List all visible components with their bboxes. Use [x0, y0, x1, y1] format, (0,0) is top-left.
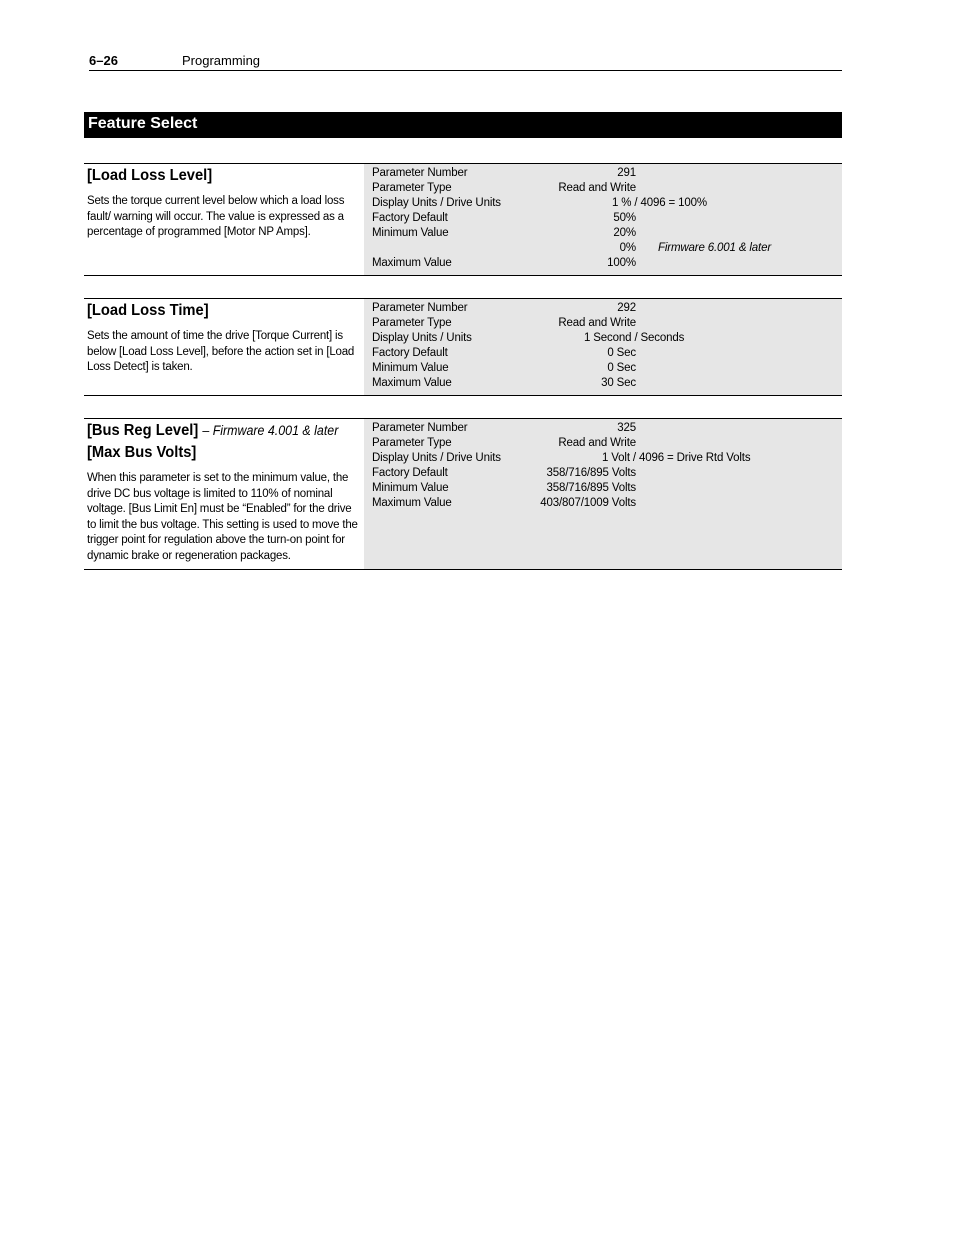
spec-label: Parameter Number — [372, 422, 468, 434]
spec-row — [372, 481, 832, 496]
spec-value: 1 Second / Seconds — [584, 332, 685, 344]
spec-row — [372, 316, 832, 331]
page-header — [89, 52, 842, 71]
parameter-description: When this parameter is set to the minimum value, the drive DC bus voltage is limited to 110% of nominal voltage. [Bus Limit En] must be “Enabled” for the drive to limit the bus voltage. This setting is used to move the trigger point for regulation above the turn-on point for dynamic brake or regeneration packages. — [87, 472, 358, 562]
section-title-bar — [84, 112, 842, 138]
spec-value: 0% — [619, 242, 636, 254]
spec-value: 50% — [613, 212, 636, 224]
parameter-block-load-loss-time — [84, 298, 842, 396]
spec-row — [372, 421, 832, 436]
parameter-title — [87, 422, 338, 440]
spec-row — [372, 196, 832, 211]
chapter-title: Programming — [182, 53, 261, 68]
spec-row — [372, 226, 832, 241]
parameter-title: [Load Loss Time] — [87, 302, 209, 319]
spec-label: Display Units / Drive Units — [372, 452, 501, 464]
spec-label: Parameter Type — [372, 437, 452, 449]
spec-value: 325 — [617, 422, 636, 434]
spec-value: Read and Write — [558, 182, 636, 194]
section-title: Feature Select — [88, 115, 198, 132]
firmware-note: Firmware 6.001 & later — [658, 242, 772, 254]
spec-value: 30 Sec — [601, 377, 636, 389]
spec-row — [372, 211, 832, 226]
spec-row — [372, 181, 832, 196]
parameter-alt-title: [Max Bus Volts] — [87, 444, 197, 461]
parameter-description: Sets the amount of time the drive [Torque Current] is below [Load Loss Level], before the action set in [Load Loss Detect] is taken. — [87, 330, 355, 373]
parameter-description: Sets the torque current level below which a load loss fault/ warning will occur. The value is expressed as a percentage of programmed [Motor NP Amps]. — [87, 195, 345, 238]
spec-label: Minimum Value — [372, 362, 449, 374]
spec-label: Minimum Value — [372, 227, 449, 239]
spec-row — [372, 451, 832, 466]
parameter-description-column — [84, 419, 364, 569]
parameter-description-column — [84, 164, 364, 275]
spec-value: 292 — [617, 302, 636, 314]
spec-row — [372, 436, 832, 451]
firmware-note: – Firmware 4.001 & later — [202, 423, 339, 438]
spec-value: 358/716/895 Volts — [546, 482, 636, 494]
parameter-block-load-loss-level — [84, 163, 842, 276]
spec-label: Factory Default — [372, 347, 448, 359]
spec-row — [372, 346, 832, 361]
parameter-title: [Load Loss Level] — [87, 167, 213, 184]
spec-value: 0 Sec — [607, 362, 636, 374]
spec-label: Maximum Value — [372, 257, 452, 269]
spec-value: 358/716/895 Volts — [546, 467, 636, 479]
spec-row — [372, 466, 832, 481]
spec-label: Parameter Number — [372, 167, 468, 179]
spec-value: 20% — [613, 227, 636, 239]
parameter-spec-table — [364, 299, 842, 395]
spec-row — [372, 496, 832, 511]
spec-value: 1 % / 4096 = 100% — [612, 197, 707, 209]
spec-label: Parameter Type — [372, 182, 452, 194]
spec-value: 403/807/1009 Volts — [540, 497, 636, 509]
spec-row — [372, 166, 832, 181]
spec-label: Factory Default — [372, 467, 448, 479]
parameter-description-column — [84, 299, 364, 395]
spec-value: 100% — [607, 257, 636, 269]
spec-label: Display Units / Drive Units — [372, 197, 501, 209]
spec-label: Parameter Type — [372, 317, 452, 329]
spec-value: 0 Sec — [607, 347, 636, 359]
spec-value: 291 — [617, 167, 636, 179]
spec-label: Display Units / Units — [372, 332, 472, 344]
parameter-spec-table — [364, 419, 842, 569]
parameter-title-main: [Bus Reg Level] — [87, 422, 199, 439]
spec-label: Maximum Value — [372, 497, 452, 509]
spec-row — [372, 256, 832, 271]
spec-row — [372, 361, 832, 376]
spec-row — [372, 241, 832, 256]
spec-row — [372, 301, 832, 316]
spec-label: Minimum Value — [372, 482, 449, 494]
spec-value: Read and Write — [558, 317, 636, 329]
spec-value: 1 Volt / 4096 = Drive Rtd Volts — [602, 452, 751, 464]
spec-row — [372, 376, 832, 391]
spec-row — [372, 331, 832, 346]
parameter-spec-table — [364, 164, 842, 275]
spec-label: Factory Default — [372, 212, 448, 224]
page-number: 6–26 — [89, 53, 118, 68]
parameter-block-bus-reg-level — [84, 418, 842, 570]
spec-value: Read and Write — [558, 437, 636, 449]
spec-label: Parameter Number — [372, 302, 468, 314]
spec-label: Maximum Value — [372, 377, 452, 389]
